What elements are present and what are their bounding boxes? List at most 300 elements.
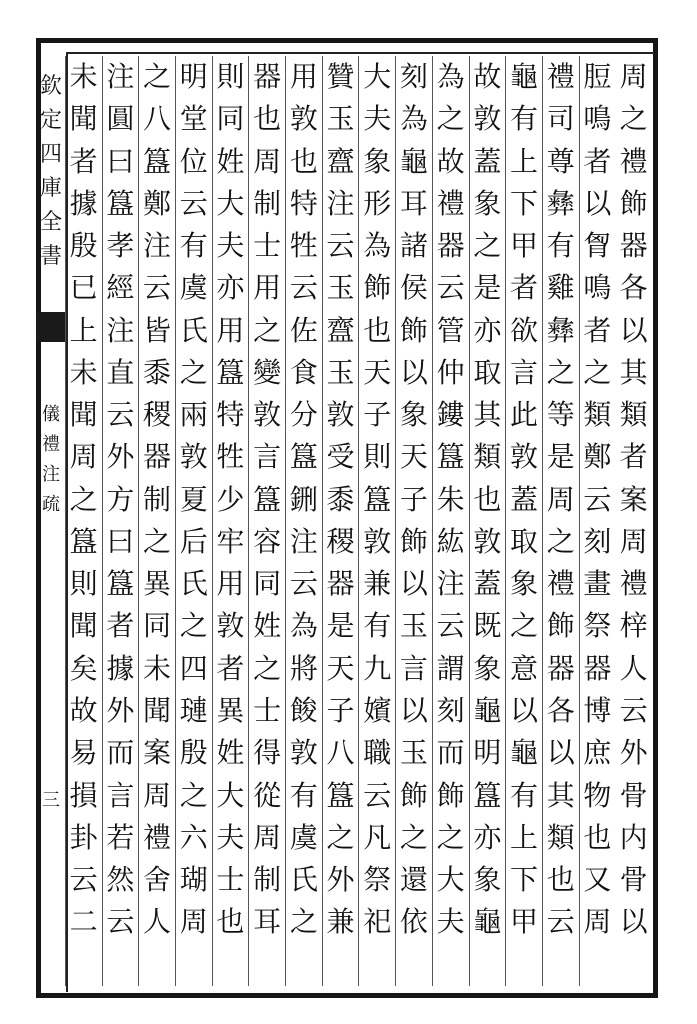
character: 用 (216, 567, 245, 601)
character: 注 (326, 186, 355, 220)
text-column (65, 56, 102, 986)
character: 敦 (179, 440, 208, 474)
character: 凡 (363, 820, 392, 854)
text-column (358, 56, 395, 986)
character: 侯 (399, 271, 428, 305)
character: 紘 (436, 524, 465, 558)
character: 云 (363, 778, 392, 812)
character: 蓋 (473, 567, 502, 601)
character: 仲 (436, 355, 465, 389)
character: 器 (619, 229, 648, 263)
character: 刻 (436, 693, 465, 727)
character: 位 (179, 144, 208, 178)
character: 還 (399, 863, 428, 897)
character: 以 (399, 355, 428, 389)
character: 以 (619, 905, 648, 939)
character: 外 (619, 736, 648, 770)
character: 敦 (216, 609, 245, 643)
character: 之 (143, 60, 172, 93)
character: 牢 (216, 524, 245, 558)
character: 謂 (436, 651, 465, 685)
character: 意 (510, 651, 539, 685)
character: 蓋 (510, 482, 539, 516)
character: 龜 (473, 905, 502, 939)
character: 用 (216, 313, 245, 347)
character: 容 (253, 524, 282, 558)
character: 有 (510, 778, 539, 812)
character: 異 (143, 567, 172, 601)
character: 敦 (473, 102, 502, 136)
character: 言 (399, 651, 428, 685)
character: 姓 (216, 736, 245, 770)
character: 用 (289, 60, 318, 93)
character: 玉 (326, 355, 355, 389)
character: 周 (619, 524, 648, 558)
character: 各 (546, 693, 575, 727)
character: 嬪 (363, 693, 392, 727)
character: 經 (106, 271, 135, 305)
character: 特 (216, 398, 245, 432)
character: 而 (436, 736, 465, 770)
character: 以 (510, 693, 539, 727)
character: 器 (143, 440, 172, 474)
character: 有 (179, 229, 208, 263)
character: 云 (143, 271, 172, 305)
character: 未 (143, 651, 172, 685)
character: 有 (510, 102, 539, 136)
character: 耳 (399, 186, 428, 220)
character: 簋 (436, 440, 465, 474)
character: 人 (619, 651, 648, 685)
character: 據 (106, 651, 135, 685)
character: 飾 (436, 778, 465, 812)
character: 龜 (510, 736, 539, 770)
text-column (102, 56, 139, 986)
character: 二 (69, 905, 98, 939)
character: 周 (253, 144, 282, 178)
character: 禮 (619, 567, 648, 601)
character: 云 (106, 905, 135, 939)
character: 注 (106, 313, 135, 347)
text-column (432, 56, 469, 986)
character: 贊 (326, 60, 355, 93)
character: 也 (473, 482, 502, 516)
character: 齍 (326, 144, 355, 178)
character: 六 (179, 820, 208, 854)
character: 同 (143, 609, 172, 643)
character: 禮 (546, 567, 575, 601)
character: 敦 (363, 524, 392, 558)
character: 庶 (583, 736, 612, 770)
character: 云 (179, 186, 208, 220)
character: 彝 (546, 186, 575, 220)
character: 器 (436, 229, 465, 263)
character: 故 (436, 144, 465, 178)
character: 飾 (363, 271, 392, 305)
character: 胷 (583, 229, 612, 263)
character: 之 (583, 355, 612, 389)
character: 以 (546, 736, 575, 770)
character: 禮 (436, 186, 465, 220)
character: 之 (253, 313, 282, 347)
character: 瑚 (179, 863, 208, 897)
character: 夏 (179, 482, 208, 516)
character: 者 (510, 271, 539, 305)
character: 也 (546, 863, 575, 897)
text-column (138, 56, 175, 986)
character: 黍 (326, 482, 355, 516)
text-column (505, 56, 542, 986)
character: 敦 (326, 398, 355, 432)
character: 若 (106, 820, 135, 854)
character: 有 (363, 609, 392, 643)
character: 為 (436, 60, 465, 93)
character: 言 (510, 355, 539, 389)
character: 玉 (326, 271, 355, 305)
character: 大 (436, 863, 465, 897)
character: 璉 (179, 693, 208, 727)
character: 氏 (289, 863, 318, 897)
character: 曰 (106, 144, 135, 178)
character: 兼 (363, 567, 392, 601)
character: 外 (106, 693, 135, 727)
character: 司 (546, 102, 575, 136)
character: 畫 (583, 567, 612, 601)
character: 以 (583, 186, 612, 220)
character: 言 (253, 440, 282, 474)
character: 簋 (363, 482, 392, 516)
character: 象 (510, 567, 539, 601)
character: 兩 (179, 398, 208, 432)
character: 士 (216, 863, 245, 897)
character: 也 (289, 144, 318, 178)
character: 象 (363, 144, 392, 178)
character: 鳴 (583, 271, 612, 305)
character: 亦 (216, 271, 245, 305)
character: 之 (179, 778, 208, 812)
character: 周 (179, 905, 208, 939)
character: 有 (289, 778, 318, 812)
character: 云 (619, 693, 648, 727)
text-column (542, 56, 579, 986)
character: 變 (253, 355, 282, 389)
character: 耳 (253, 905, 282, 939)
character: 之 (69, 482, 98, 516)
character: 簋 (473, 778, 502, 812)
character: 骨 (619, 778, 648, 812)
character: 明 (473, 736, 502, 770)
character: 牲 (289, 229, 318, 263)
character: 祀 (363, 905, 392, 939)
character: 也 (253, 102, 282, 136)
character: 取 (510, 524, 539, 558)
character: 祭 (363, 863, 392, 897)
character: 簋 (289, 440, 318, 474)
character: 玉 (399, 609, 428, 643)
character: 欲 (510, 313, 539, 347)
character: 八 (143, 102, 172, 136)
character: 為 (363, 229, 392, 263)
character: 損 (69, 778, 98, 812)
character: 之 (473, 229, 502, 263)
character: 器 (326, 567, 355, 601)
character: 有 (546, 229, 575, 263)
character: 又 (583, 863, 612, 897)
character: 之 (179, 355, 208, 389)
character: 脰 (583, 60, 612, 93)
character: 虞 (289, 820, 318, 854)
character: 矣 (69, 651, 98, 685)
character: 氏 (179, 567, 208, 601)
character: 也 (363, 313, 392, 347)
character: 下 (510, 186, 539, 220)
character: 象 (399, 398, 428, 432)
character: 四 (179, 651, 208, 685)
character: 以 (619, 313, 648, 347)
character: 類 (619, 398, 648, 432)
margin-collection-title: 欽定四庫全書 (39, 74, 62, 269)
character: 兼 (326, 905, 355, 939)
character: 以 (399, 693, 428, 727)
character: 刻 (583, 524, 612, 558)
character: 蓋 (473, 144, 502, 178)
character: 聞 (143, 693, 172, 727)
character: 也 (216, 905, 245, 939)
character: 孝 (106, 229, 135, 263)
text-column (248, 56, 285, 986)
character: 禮 (143, 820, 172, 854)
character: 大 (216, 186, 245, 220)
character: 后 (179, 524, 208, 558)
character: 之 (289, 905, 318, 939)
character: 敦 (473, 524, 502, 558)
character: 從 (253, 778, 282, 812)
character: 士 (253, 229, 282, 263)
character: 鉶 (289, 482, 318, 516)
character: 殷 (179, 736, 208, 770)
character: 器 (253, 60, 282, 93)
character: 直 (106, 355, 135, 389)
character: 以 (399, 567, 428, 601)
character: 類 (546, 820, 575, 854)
text-column (212, 56, 249, 986)
character: 周 (583, 905, 612, 939)
character: 諸 (399, 229, 428, 263)
character: 為 (399, 102, 428, 136)
character: 取 (473, 355, 502, 389)
character: 禮 (619, 144, 648, 178)
character: 云 (326, 229, 355, 263)
character: 也 (583, 820, 612, 854)
character: 博 (583, 693, 612, 727)
character: 用 (253, 271, 282, 305)
character: 禮 (546, 60, 575, 93)
character: 之 (179, 609, 208, 643)
character: 姓 (216, 144, 245, 178)
character: 案 (619, 482, 648, 516)
character: 之 (546, 524, 575, 558)
character: 周 (69, 440, 98, 474)
character: 異 (216, 693, 245, 727)
character: 姓 (253, 609, 282, 643)
character: 氏 (179, 313, 208, 347)
character: 周 (253, 820, 282, 854)
character: 云 (546, 905, 575, 939)
character: 分 (289, 398, 318, 432)
character: 依 (399, 905, 428, 939)
character: 之 (399, 820, 428, 854)
character: 甲 (510, 905, 539, 939)
character: 上 (69, 313, 98, 347)
character: 朱 (436, 482, 465, 516)
character: 器 (583, 651, 612, 685)
character: 其 (619, 355, 648, 389)
character: 同 (216, 102, 245, 136)
character: 云 (583, 482, 612, 516)
character: 注 (106, 60, 135, 93)
character: 骨 (619, 863, 648, 897)
character: 簋 (69, 524, 98, 558)
character: 夫 (436, 905, 465, 939)
character: 簋 (106, 186, 135, 220)
text-column (469, 56, 506, 986)
character: 者 (69, 144, 98, 178)
character: 大 (216, 778, 245, 812)
character: 周 (143, 778, 172, 812)
character: 佐 (289, 313, 318, 347)
character: 其 (546, 778, 575, 812)
character: 未 (69, 60, 98, 93)
character: 類 (583, 398, 612, 432)
character: 制 (143, 482, 172, 516)
character: 下 (510, 863, 539, 897)
character: 周 (619, 60, 648, 93)
character: 易 (69, 736, 98, 770)
character: 是 (546, 440, 575, 474)
character: 受 (326, 440, 355, 474)
character: 則 (69, 567, 98, 601)
character: 據 (69, 186, 98, 220)
character: 龜 (510, 60, 539, 93)
character: 天 (326, 651, 355, 685)
character: 者 (583, 313, 612, 347)
character: 形 (363, 186, 392, 220)
character: 祭 (583, 609, 612, 643)
character: 其 (473, 398, 502, 432)
character: 皆 (143, 313, 172, 347)
character: 者 (583, 144, 612, 178)
character: 亦 (473, 820, 502, 854)
character: 亦 (473, 313, 502, 347)
character: 云 (69, 863, 98, 897)
character: 稷 (143, 398, 172, 432)
character: 堂 (179, 102, 208, 136)
character: 得 (253, 736, 282, 770)
character: 特 (289, 186, 318, 220)
character: 未 (69, 355, 98, 389)
character: 此 (510, 398, 539, 432)
character: 云 (436, 609, 465, 643)
text-column (285, 56, 322, 986)
character: 上 (510, 144, 539, 178)
character: 飾 (546, 609, 575, 643)
character: 象 (473, 186, 502, 220)
character: 者 (619, 440, 648, 474)
character: 者 (216, 651, 245, 685)
character: 玉 (326, 102, 355, 136)
character: 聞 (69, 102, 98, 136)
character: 之 (510, 609, 539, 643)
character: 明 (179, 60, 208, 93)
character: 夫 (216, 820, 245, 854)
character: 食 (289, 355, 318, 389)
character: 既 (473, 609, 502, 643)
character: 管 (436, 313, 465, 347)
character: 大 (363, 60, 392, 93)
character: 外 (326, 863, 355, 897)
character: 言 (106, 778, 135, 812)
character: 鳴 (583, 102, 612, 136)
character: 已 (69, 271, 98, 305)
character: 少 (216, 482, 245, 516)
margin-book-title: 儀禮注疏 (42, 404, 60, 515)
character: 稷 (326, 524, 355, 558)
character: 之 (546, 355, 575, 389)
character: 各 (619, 271, 648, 305)
character: 牲 (216, 440, 245, 474)
character: 敦 (253, 398, 282, 432)
character: 聞 (69, 398, 98, 432)
margin-page-number: 三 (42, 790, 60, 811)
character: 注 (143, 229, 172, 263)
text-column (175, 56, 212, 986)
character: 類 (473, 440, 502, 474)
text-column (579, 56, 616, 986)
character: 云 (289, 567, 318, 601)
character: 尊 (546, 144, 575, 178)
character: 之 (436, 102, 465, 136)
character: 是 (326, 609, 355, 643)
character: 上 (510, 820, 539, 854)
character: 虞 (179, 271, 208, 305)
character: 黍 (143, 355, 172, 389)
character: 彝 (546, 313, 575, 347)
character: 同 (253, 567, 282, 601)
character: 刻 (399, 60, 428, 93)
character: 注 (289, 524, 318, 558)
character: 八 (326, 736, 355, 770)
character: 簋 (106, 567, 135, 601)
character: 九 (363, 651, 392, 685)
character: 案 (143, 736, 172, 770)
character: 外 (106, 440, 135, 474)
character: 曰 (106, 524, 135, 558)
text-column (322, 56, 359, 986)
character: 天 (363, 355, 392, 389)
character: 人 (143, 905, 172, 939)
character: 齍 (326, 313, 355, 347)
character: 將 (289, 651, 318, 685)
character: 雞 (546, 271, 575, 305)
character: 制 (253, 186, 282, 220)
character: 卦 (69, 820, 98, 854)
character: 圓 (106, 102, 135, 136)
character: 飾 (399, 778, 428, 812)
character: 注 (436, 567, 465, 601)
character: 龜 (473, 693, 502, 727)
character: 之 (253, 651, 282, 685)
character: 之 (436, 820, 465, 854)
